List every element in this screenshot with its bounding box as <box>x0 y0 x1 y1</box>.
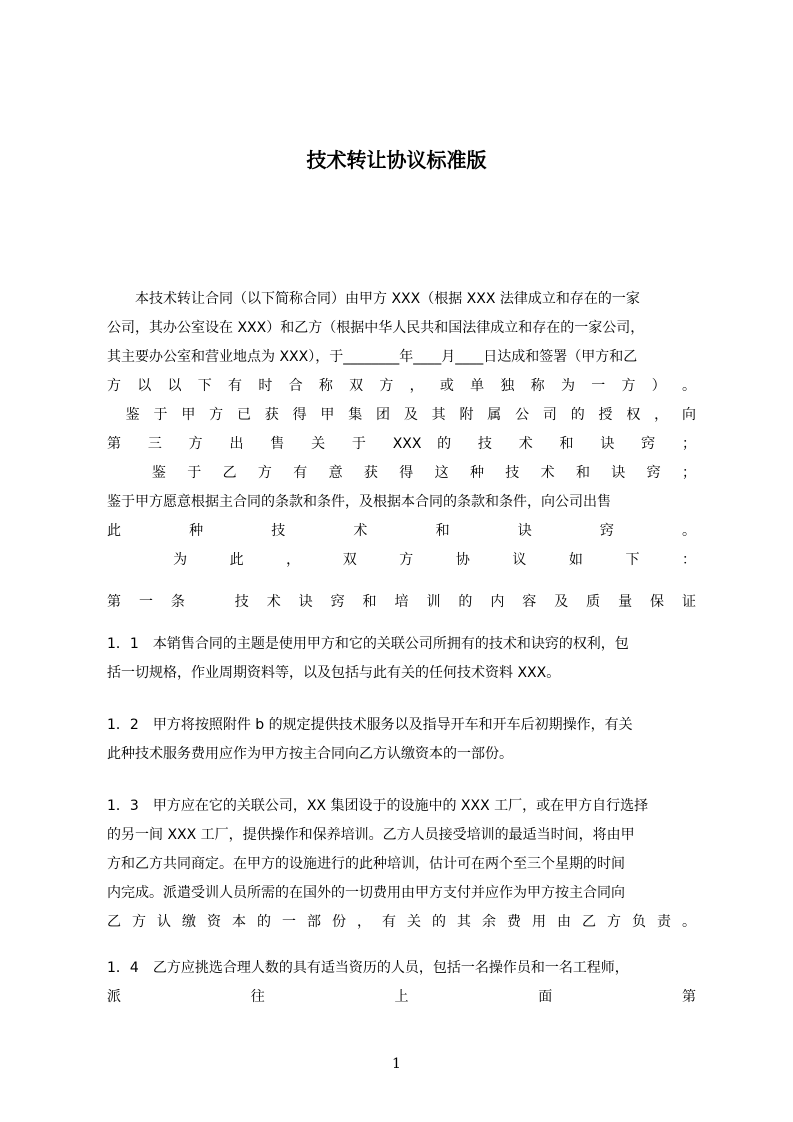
page-number: 1 <box>392 1056 401 1072</box>
paragraph-line: 第 三 方 出 售 关 于 XXX 的 技 术 和 诀 窍 ； <box>107 436 696 452</box>
paragraph-line: 此 种 技 术 和 诀 窍 。 <box>107 523 696 539</box>
clause-line: 乙 方 认 缴 资 本 的 一 部 份 ， 有 关 的 其 余 费 用 由 乙 方 负 责 。 <box>107 914 696 930</box>
document-title: 技术转让协议标准版 <box>306 148 487 172</box>
paragraph-line: 公司，其办公室设在 XXX）和乙方（根据中华人民共和国法律成立和存在的一家公司， <box>107 320 645 336</box>
paragraph-line: 本技术转让合同（以下简称合同）由甲方 XXX（根据 XXX 法律成立和存在的一家 <box>107 291 640 307</box>
clause-line: 方和乙方共同商定。在甲方的设施进行的此种培训，估计可在两个至三个星期的时间 <box>107 856 625 872</box>
clause-line: 1．4 乙方应挑选合理人数的具有适当资历的人员，包括一名操作员和一名工程师， <box>107 960 629 976</box>
clause-line: 的另一间 XXX 工厂，提供操作和保养培训。乙方人员接受培训的最适当时间，将由甲 <box>107 827 635 843</box>
article-heading: 第 一 条 技 术 诀 窍 和 培 训 的 内 容 及 质 量 保 证 <box>107 594 696 610</box>
clause-line: 此种技术服务费用应作为甲方按主合同向乙方认缴资本的一部份。 <box>107 746 513 762</box>
paragraph-line: 其主要办公室和营业地点为 XXX），于________年____月____日达成和签署（甲方和乙 <box>107 349 638 365</box>
paragraph-line: 为 此 ， 双 方 协 议 如 下 ： <box>107 552 696 568</box>
paragraph-line: 鉴于甲方愿意根据主合同的条款和条件，及根据本合同的条款和条件，向公司出售 <box>107 494 611 510</box>
clause-line: 1．3 甲方应在它的关联公司，XX 集团设于的设施中的 XXX 工厂，或在甲方自行选择 <box>107 798 649 814</box>
paragraph-line: 鉴 于 甲 方 已 获 得 甲 集 团 及 其 附 属 公 司 的 授 权 ， 向 <box>107 407 696 423</box>
clause-line: 括一切规格，作业周期资料等，以及包括与此有关的任何技术资料 XXX。 <box>107 665 561 681</box>
paragraph-line: 方 以 以 下 有 时 合 称 双 方 ， 或 单 独 称 为 一 方 ） 。 <box>107 378 696 394</box>
clause-line: 内完成。派遣受训人员所需的在国外的一切费用由甲方支付并应作为甲方按主合同向 <box>107 885 625 901</box>
paragraph-line: 鉴 于 乙 方 有 意 获 得 这 种 技 术 和 诀 窍 ； <box>107 465 696 481</box>
clause-line: 1．1 本销售合同的主题是使用甲方和它的关联公司所拥有的技术和诀窍的权利，包 <box>107 636 629 652</box>
clause-line: 派 往 上 面 第 <box>107 989 696 1005</box>
clause-line: 1．2 甲方将按照附件 b 的规定提供技术服务以及指导开车和开车后初期操作，有关 <box>107 717 633 733</box>
